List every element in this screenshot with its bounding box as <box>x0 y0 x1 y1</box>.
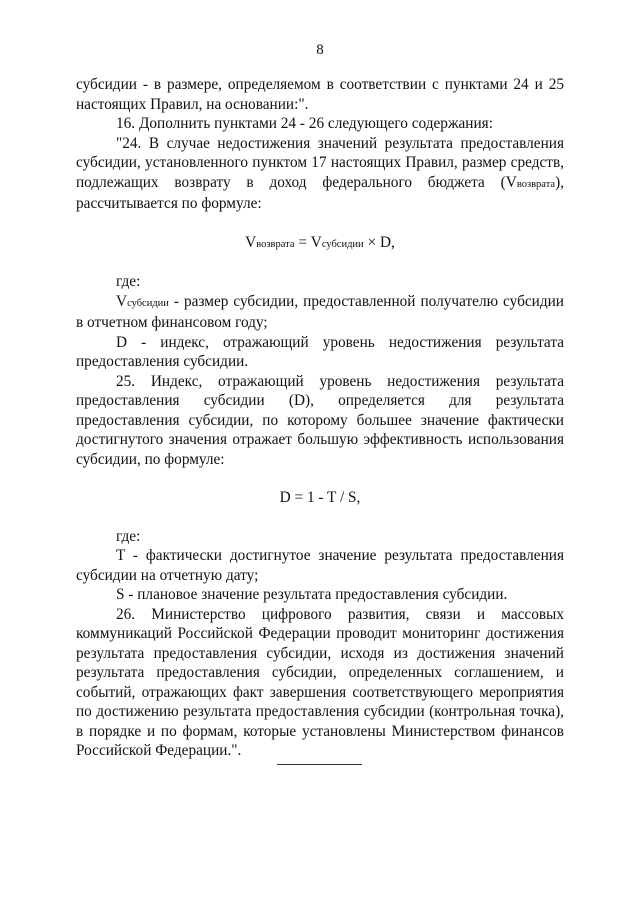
definition-t: T - фактически достигнутое значение результата предоставления субсидии на отчетную дату; <box>76 547 564 584</box>
paragraph-24-text: "24. В случае недостижения значений результата предоставления субсидии, установленного пунктом 17 настоящих Правил, размер средств, подлежащих возврату в доход федерального бюджета ( <box>76 134 564 191</box>
end-divider <box>277 764 362 765</box>
formula-refund-end: × D, <box>363 233 395 251</box>
formula-refund-v: V <box>245 233 257 251</box>
definition-s: S - плановое значение результата предоставления субсидии. <box>116 586 508 603</box>
formula-refund-sub1: возврата <box>256 238 295 250</box>
formula-index: D = 1 - T / S, <box>279 489 361 506</box>
v-subsidy-text: - размер субсидии, предоставленной получателю субсидии в отчетном финансовом году; <box>76 292 564 331</box>
refund-variable: V <box>505 173 517 191</box>
definition-d: D - индекс, отражающий уровень недостижения результата предоставления субсидии. <box>76 333 564 370</box>
formula-refund <box>76 233 564 255</box>
refund-subscript: возврата <box>516 178 556 190</box>
paragraph-26: 26. Министерство цифрового развития, связи и массовых коммуникаций Российской Федерации проводит мониторинг достижения результата предоставления субсидии, исходя из достижения значений результата предоставления субсидии, определенных соглашением, и событий, отражающих факт завершения соответствующего мероприятия по достижению результата предоставления субсидии (контрольная точка), в порядке и по формам, которые установлены Министерством финансов Российской Федерации.". <box>76 605 564 759</box>
formula-refund-sub2: субсидии <box>321 238 364 250</box>
where-label-1: где: <box>116 273 141 290</box>
definition-v-subsidy <box>76 292 564 333</box>
paragraph-24 <box>76 134 564 214</box>
paragraph-24-end: ), рассчитывается по формуле: <box>76 173 564 212</box>
v-subsidy-variable: V <box>116 292 128 310</box>
v-subsidy-subscript: субсидии <box>127 297 169 309</box>
paragraph-16: 16. Дополнить пунктами 24 - 26 следующего содержания: <box>116 115 493 132</box>
formula-refund-mid: = V <box>294 233 322 251</box>
page-number: 8 <box>316 42 324 58</box>
document-body <box>76 75 564 761</box>
paragraph-continuation: субсидии - в размере, определяемом в соответствии с пунктами 24 и 25 настоящих Правил, на основании:". <box>76 76 564 113</box>
paragraph-25: 25. Индекс, отражающий уровень недостижения результата предоставления субсидии (D), определяется для результата предоставления субсидии, по которому большее значение фактически достигнутого значения отражает большую эффективность использования субсидии, по формуле: <box>76 372 564 468</box>
where-label-2: где: <box>116 527 141 545</box>
